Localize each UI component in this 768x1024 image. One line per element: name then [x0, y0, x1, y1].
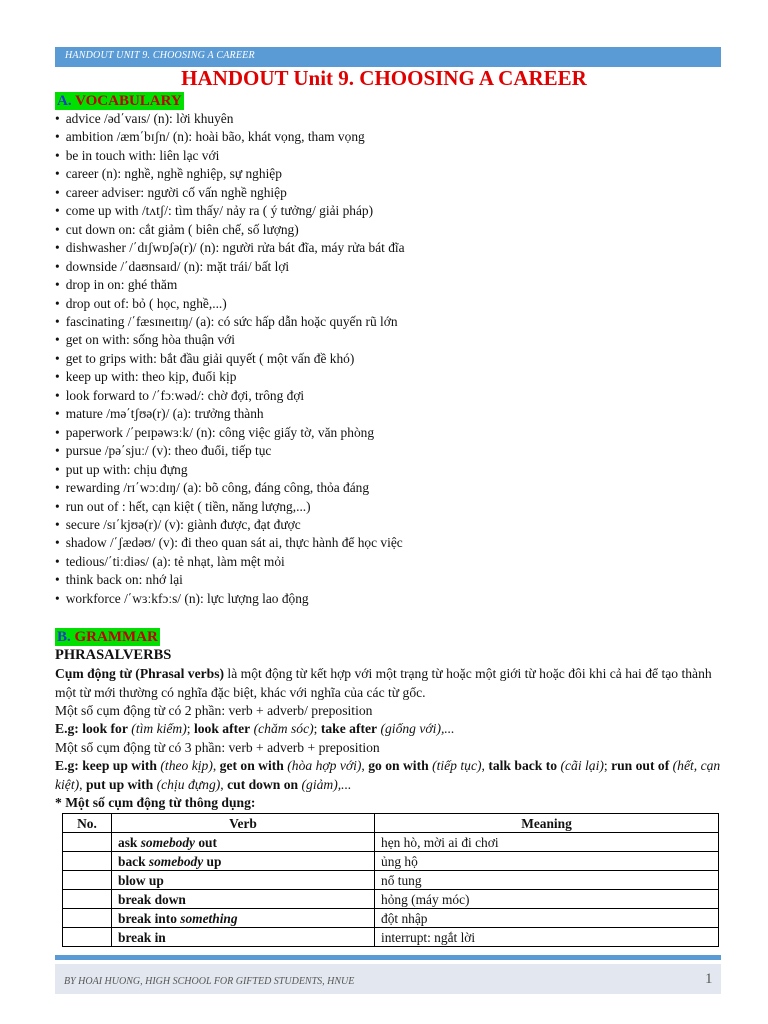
example-verb: look after	[190, 721, 251, 736]
example-meaning: (theo kịp)	[160, 758, 213, 773]
section-b-heading	[55, 628, 160, 646]
vocab-item: • drop out of: bỏ ( học, nghề,...)	[55, 295, 725, 313]
vocab-item: • come up with /tʌtʃ/: tìm thấy/ nảy ra ( ý tưởng/ giải pháp)	[55, 202, 725, 220]
table-row	[63, 833, 719, 852]
verb-object: somebody	[148, 853, 204, 869]
footer-credit: BY HOAI HUONG, HIGH SCHOOL FOR GIFTED STUDENTS, HNUE	[64, 976, 355, 987]
example-lead: E.g:	[55, 758, 79, 773]
vocab-item: • career (n): nghề, nghề nghiệp, sự nghiệp	[55, 165, 725, 183]
row-verb	[112, 928, 375, 947]
column-header-verb: Verb	[112, 814, 375, 833]
row-meaning: đột nhập	[375, 909, 719, 928]
table-row	[63, 871, 719, 890]
vocab-item: • keep up with: theo kịp, đuổi kịp	[55, 368, 725, 386]
example-meaning: (chịu đựng)	[156, 776, 221, 792]
verb-text: break in	[118, 929, 166, 945]
grammar-intro	[55, 665, 725, 702]
verb-text: break down	[118, 891, 186, 907]
vocab-item: • look forward to /΄fɔːwəd/: chờ đợi, trông đợi	[55, 387, 725, 405]
verb-particle: up	[203, 853, 222, 869]
example-three-part: E.g: keep up with (theo kịp), get on with (hòa hợp với), go on with (tiếp tục), talk back to (cãi lại); run out of (hết, cạn kiệt), put up with (chịu đựng), cut down on (giảm),...	[55, 758, 721, 792]
example-two-part: E.g: look for (tìm kiếm); look after (chăm sóc); take after (giống với),...	[55, 721, 455, 736]
example-verb: talk back to	[484, 758, 558, 773]
vocab-item: • cut down on: cắt giảm ( biên chế, số lượng)	[55, 221, 725, 239]
vocab-item: • get on with: sống hòa thuận với	[55, 331, 725, 349]
example-verb: run out of	[607, 758, 670, 773]
vocabulary-list	[55, 110, 725, 608]
vocab-item: • downside /΄daʊnsaɪd/ (n): mặt trái/ bất lợi	[55, 258, 725, 276]
vocab-item: • workforce /΄wɜːkfɔːs/ (n): lực lượng lao động	[55, 590, 725, 608]
table-row	[63, 928, 719, 947]
verb-text: back	[118, 853, 149, 869]
verb-particle: out	[195, 834, 217, 850]
verb-object: somebody	[140, 834, 195, 850]
verb-text: blow up	[118, 872, 164, 888]
verb-object: something	[180, 910, 238, 926]
vocab-item: • pursue /pə΄sjuː/ (v): theo đuổi, tiếp tục	[55, 442, 725, 460]
row-meaning: hẹn hò, mời ai đi chơi	[375, 833, 719, 852]
example-meaning: (tìm kiếm)	[131, 721, 187, 736]
footer-rule	[55, 955, 721, 960]
example-meaning: (tiếp tục)	[432, 758, 482, 773]
vocab-item: • shadow /΄ʃædəʊ/ (v): đi theo quan sát ai, thực hành để học việc	[55, 534, 725, 552]
row-number	[63, 890, 112, 909]
vocab-item: • mature /mə΄tʃʊə(r)/ (a): trưởng thành	[55, 405, 725, 423]
example-meaning: (hòa hợp với)	[287, 758, 362, 773]
grammar-intro-term: Cụm động từ (Phrasal verbs)	[55, 666, 225, 681]
example-meaning: (cãi lại)	[560, 758, 604, 773]
column-header-meaning: Meaning	[375, 814, 719, 833]
row-meaning: ủng hộ	[375, 852, 719, 871]
row-verb	[112, 833, 375, 852]
vocab-item: • advice /əd΄vaɪs/ (n): lời khuyên	[55, 110, 725, 128]
section-a-heading	[55, 92, 184, 110]
section-a-label: VOCABULARY	[71, 93, 182, 109]
section-b-letter: B.	[57, 629, 71, 645]
row-meaning: interrupt: ngắt lời	[375, 928, 719, 947]
vocab-item: • think back on: nhớ lại	[55, 571, 725, 589]
vocab-item: • drop in on: ghé thăm	[55, 276, 725, 294]
example-verb: put up with	[82, 776, 154, 792]
two-part-rule: Một số cụm động từ có 2 phần: verb + adverb/ preposition	[55, 703, 373, 718]
vocab-item: • paperwork /΄peɪpəwɜːk/ (n): công việc giấy tờ, văn phòng	[55, 424, 725, 442]
row-number	[63, 833, 112, 852]
verb-text: ask	[118, 834, 141, 850]
example-tail: ,...	[337, 776, 352, 792]
table-row	[63, 852, 719, 871]
common-phrasal-verbs-heading: * Một số cụm động từ thông dụng:	[55, 795, 256, 810]
table-row	[63, 909, 719, 928]
table-row	[63, 890, 719, 909]
row-number	[63, 852, 112, 871]
vocab-item: • secure /sɪ΄kjʊə(r)/ (v): giành được, đạt được	[55, 516, 725, 534]
example-verb: look for	[78, 721, 128, 736]
section-b-label: GRAMMAR	[70, 629, 158, 645]
example-verb: keep up with	[78, 758, 157, 773]
example-meaning: (chăm sóc)	[253, 721, 314, 736]
vocab-item: • tedious/΄tiːdiəs/ (a): tẻ nhạt, làm mệt mỏi	[55, 553, 725, 571]
page-header-bar	[55, 47, 721, 67]
row-verb	[112, 871, 375, 890]
vocab-item: • run out of : hết, cạn kiệt ( tiền, năng lượng,...)	[55, 498, 725, 516]
document-title: HANDOUT Unit 9. CHOOSING A CAREER	[181, 66, 587, 90]
example-tail: ,...	[440, 721, 455, 736]
row-verb	[112, 909, 375, 928]
verb-text: break into	[118, 910, 181, 926]
row-verb	[112, 852, 375, 871]
vocab-item: • put up with: chịu đựng	[55, 461, 725, 479]
vocab-item: • dishwasher /΄dɪʃwɒʃə(r)/ (n): người rửa bát đĩa, máy rửa bát đĩa	[55, 239, 725, 257]
vocab-item: • fascinating /΄fæsɪneɪtɪŋ/ (a): có sức hấp dẫn hoặc quyến rũ lớn	[55, 313, 725, 331]
vocab-item: • rewarding /rɪ΄wɔːdɪŋ/ (a): bõ công, đáng công, thỏa đáng	[55, 479, 725, 497]
column-header-no: No.	[63, 814, 112, 833]
table-header-row	[63, 814, 719, 833]
example-verb: go on with	[364, 758, 429, 773]
example-meaning: (giảm)	[301, 776, 338, 792]
three-part-rule: Một số cụm động từ có 3 phần: verb + adverb + preposition	[55, 740, 380, 755]
vocab-item: • get to grips with: bắt đầu giải quyết ( một vấn đề khó)	[55, 350, 725, 368]
example-meaning: (hết, cạn kiệt)	[55, 758, 721, 792]
page-number: 1	[705, 971, 713, 987]
section-a-letter: A.	[57, 93, 72, 109]
grammar-intro-text: là một động từ kết hợp với một trạng từ hoặc một giới từ hoặc đôi khi cả hai để tạo thành một từ mới thường có nghĩa đặc biệt, khác với nghĩa của các từ gốc.	[55, 666, 712, 700]
vocab-item: • be in touch with: liên lạc với	[55, 147, 725, 165]
example-verb: take after	[317, 721, 378, 736]
vocab-item: • career adviser: người cố vấn nghề nghiệp	[55, 184, 725, 202]
phrasal-verbs-table	[62, 813, 719, 947]
example-lead: E.g:	[55, 721, 79, 736]
vocab-item: • ambition /æm΄bɪʃn/ (n): hoài bão, khát vọng, tham vọng	[55, 128, 725, 146]
example-meaning: (giống với)	[380, 721, 441, 736]
row-verb	[112, 890, 375, 909]
row-number	[63, 871, 112, 890]
row-meaning: nổ tung	[375, 871, 719, 890]
example-verb: get on with	[216, 758, 284, 773]
page-header-text: HANDOUT UNIT 9. CHOOSING A CAREER	[65, 50, 255, 61]
row-number	[63, 909, 112, 928]
row-meaning: hỏng (máy móc)	[375, 890, 719, 909]
grammar-heading: PHRASALVERBS	[55, 647, 172, 663]
row-number	[63, 928, 112, 947]
example-verb: cut down on	[223, 776, 299, 792]
